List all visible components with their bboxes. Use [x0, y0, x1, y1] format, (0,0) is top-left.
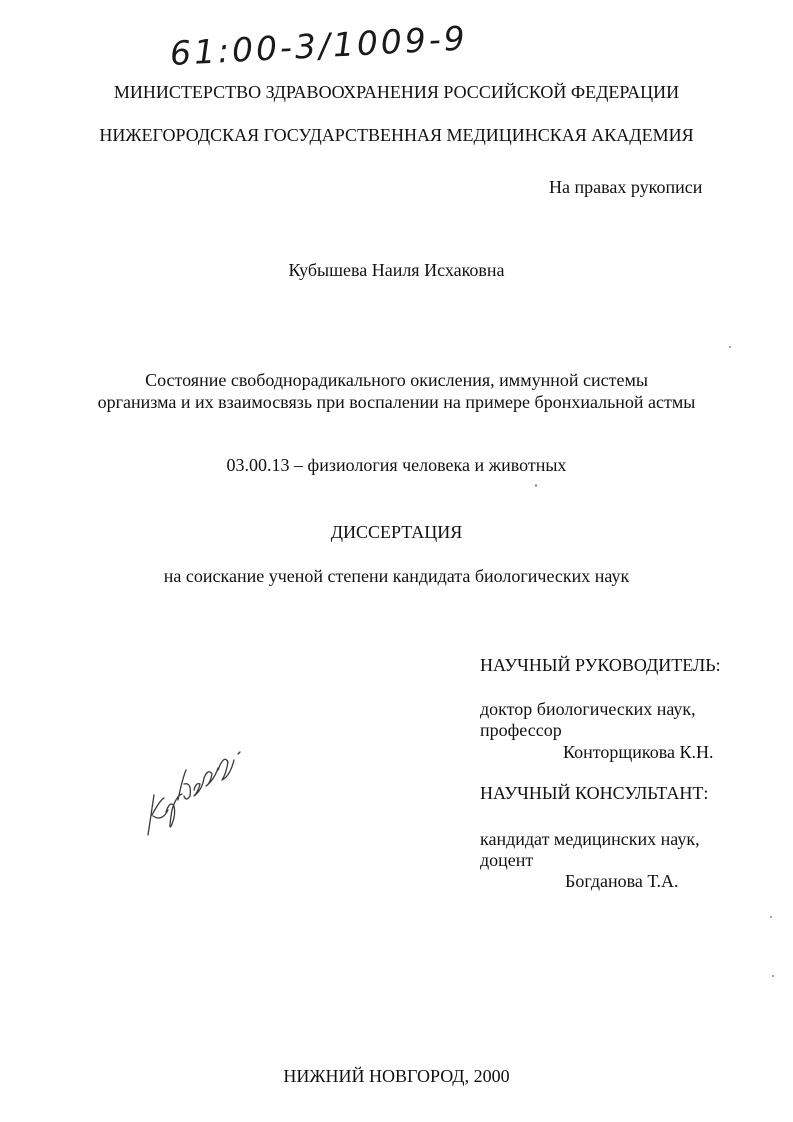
scan-speck — [772, 975, 774, 977]
consultant-rank: доцент — [480, 850, 534, 870]
academy-heading: НИЖЕГОРОДСКАЯ ГОСУДАРСТВЕННАЯ МЕДИЦИНСКАЯ АКАДЕМИЯ — [99, 125, 694, 145]
supervisor-name: Конторщикова К.Н. — [563, 742, 714, 762]
archive-code: 61:00-3/1009-9 — [168, 18, 469, 73]
degree-sought: на соискание ученой степени кандидата биологических наук — [163, 566, 630, 586]
supervisor-rank: профессор — [480, 720, 562, 740]
supervisor-heading: НАУЧНЫЙ РУКОВОДИТЕЛЬ: — [480, 655, 721, 675]
supervisor-degree: доктор биологических наук, — [480, 699, 696, 719]
manuscript-note: На правах рукописи — [549, 177, 703, 197]
scan-speck — [535, 484, 537, 487]
specialty-code: 03.00.13 – физиология человека и животных — [226, 455, 567, 475]
author-name: Кубышева Наиля Исхаковна — [288, 260, 505, 280]
dissertation-title-line1: Состояние свободнорадикального окисления, иммунной системы — [145, 370, 648, 390]
scan-speck — [770, 916, 772, 918]
consultant-name: Богданова Т.А. — [565, 871, 679, 891]
handwritten-signature — [138, 740, 258, 850]
consultant-degree: кандидат медицинских наук, — [480, 829, 700, 849]
dissertation-title-line2: организма и их взаимосвязь при воспалении на примере бронхиальной астмы — [97, 392, 696, 412]
document-type: ДИССЕРТАЦИЯ — [330, 522, 463, 542]
ministry-heading: МИНИСТЕРСТВО ЗДРАВООХРАНЕНИЯ РОССИЙСКОЙ ФЕДЕРАЦИИ — [113, 82, 680, 102]
scan-speck — [729, 346, 731, 348]
consultant-heading: НАУЧНЫЙ КОНСУЛЬТАНТ: — [480, 783, 709, 803]
city-year: НИЖНИЙ НОВГОРОД, 2000 — [283, 1066, 510, 1086]
